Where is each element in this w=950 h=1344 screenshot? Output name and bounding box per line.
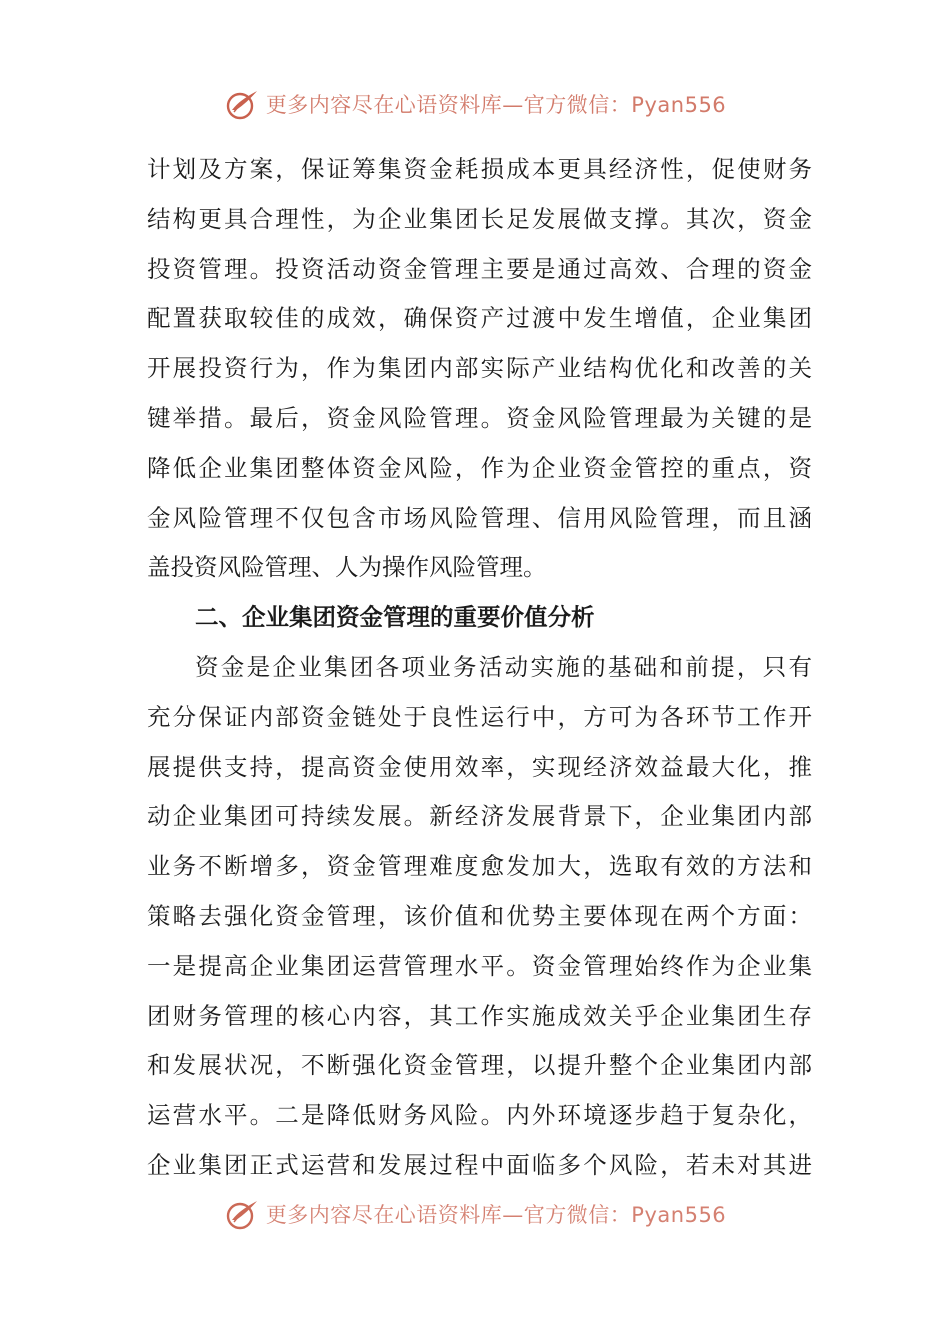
text-line: 投资管理。投资活动资金管理主要是通过高效、合理的资金 <box>147 254 812 283</box>
text-line: 业务不断增多，资金管理难度愈发加大，选取有效的方法和 <box>147 852 812 881</box>
text-line: 金风险管理不仅包含市场风险管理、信用风险管理，而且涵 <box>147 503 812 532</box>
text-line: 降低企业集团整体资金风险，作为企业资金管控的重点，资 <box>147 453 812 482</box>
text-line: 键举措。最后，资金风险管理。资金风险管理最为关键的是 <box>147 403 812 432</box>
paragraph-1 <box>147 145 812 593</box>
quill-circle-icon <box>224 1200 260 1230</box>
text-line: 团财务管理的核心内容，其工作实施成效关乎企业集团生存 <box>147 1001 812 1030</box>
text-line: 结构更具合理性，为企业集团长足发展做支撑。其次，资金 <box>147 204 812 233</box>
text-line: 计划及方案，保证筹集资金耗损成本更具经济性，促使财务 <box>147 155 812 183</box>
text-line: 企业集团正式运营和发展过程中面临多个风险，若未对其进 <box>147 1150 812 1179</box>
banner-text: 更多内容尽在心语资料库—官方微信：Pyan556 <box>265 93 727 117</box>
banner-text: 更多内容尽在心语资料库—官方微信：Pyan556 <box>265 1203 727 1227</box>
text-line: 策略去强化资金管理，该价值和优势主要体现在两个方面： <box>147 901 812 930</box>
text-line: 盖投资风险管理、人为操作风险管理。 <box>147 553 547 582</box>
quill-circle-icon <box>224 88 260 120</box>
text-line: 配置获取较佳的成效，确保资产过渡中发生增值，企业集团 <box>147 304 812 333</box>
text-line: 运营水平。二是降低财务风险。内外环境逐步趋于复杂化， <box>147 1101 812 1130</box>
text-line: 展提供支持，提高资金使用效率，实现经济效益最大化，推 <box>147 752 812 781</box>
text-line: 动企业集团可持续发展。新经济发展背景下，企业集团内部 <box>147 802 812 831</box>
text-line: 和发展状况，不断强化资金管理，以提升整个企业集团内部 <box>147 1051 812 1080</box>
header-watermark-banner <box>0 84 950 124</box>
text-line: 一是提高企业集团运营管理水平。资金管理始终作为企业集 <box>147 951 812 980</box>
text-line: 充分保证内部资金链处于良性运行中，方可为各环节工作开 <box>147 702 812 731</box>
document-body <box>147 145 812 1191</box>
text-line: 资金是企业集团各项业务活动实施的基础和前提，只有 <box>195 652 812 681</box>
paragraph-2 <box>147 643 812 1191</box>
section-heading: 二、企业集团资金管理的重要价值分析 <box>195 603 595 632</box>
footer-watermark-banner <box>0 1200 950 1236</box>
text-line: 开展投资行为，作为集团内部实际产业结构优化和改善的关 <box>147 354 812 383</box>
